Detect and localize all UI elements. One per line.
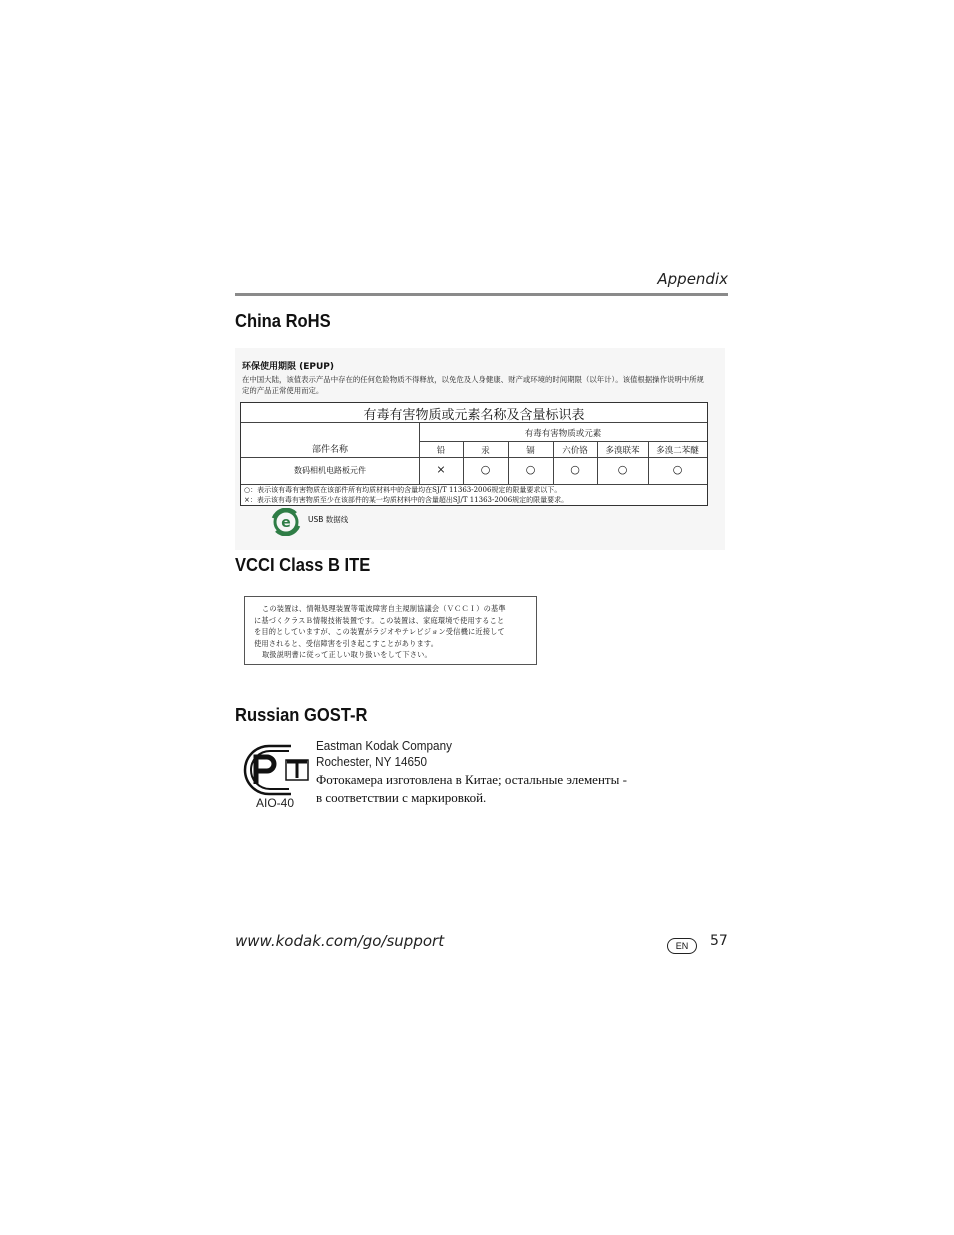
substance-pbde: 多溴二苯醚	[656, 446, 699, 456]
epup-title: 环保使用期限 (EPUP)	[242, 362, 335, 372]
table-note-circle: ○：表示该有毒有害物质在该部件所有均质材料中的含量均在SJ/T 11363-2006规定的限量要求以下。	[244, 486, 562, 494]
part-header: 部件名称	[311, 445, 348, 455]
substance-cadmium: 镉	[526, 446, 535, 456]
vcci-line: この装置は、情報処理装置等電波障害自主規制協議会（ＶＣＣＩ）の基準	[262, 604, 506, 613]
gost-code: AIO-40	[256, 796, 295, 810]
support-url[interactable]: www.kodak.com/go/support	[235, 932, 445, 950]
mark-lead: ×	[436, 463, 446, 476]
mark-mercury: ○	[480, 463, 491, 476]
substance-mercury: 汞	[481, 446, 490, 456]
vcci-line: 使用されると、受信障害を引き起こすことがあります。	[254, 638, 439, 648]
gost-title: Russian GOST-R	[235, 705, 368, 725]
vcci-line: 取扱説明書に従って正しい取り扱いをして下さい。	[262, 650, 432, 660]
company-info	[316, 738, 452, 770]
usb-cable-label: USB 数据线	[308, 515, 349, 524]
gost-r-mark-icon	[239, 740, 309, 798]
epup-logo-icon	[270, 508, 302, 536]
substance-lead: 铅	[436, 446, 446, 456]
vcci-line: に基づくクラスＢ情報技術装置です。この装置は、家庭環境で使用すること	[254, 615, 505, 625]
substance-header: 有毒有害物质或元素	[524, 429, 602, 439]
substance-pbb: 多溴联苯	[605, 446, 640, 456]
table-title: 有毒有害物质或元素名称及含量标识表	[363, 408, 585, 423]
russian-line-1: Фотокамера изготовлена в Китае; остальные элементы -	[316, 772, 627, 787]
running-header: Appendix	[657, 270, 728, 288]
russian-line-2: в соответствии с маркировкой.	[316, 790, 487, 805]
header-rule	[235, 293, 728, 296]
vcci-notice-box	[244, 596, 537, 665]
mark-pbb: ○	[617, 463, 628, 476]
epup-description: 在中国大陆，该值表示产品中存在的任何危险物质不得释放，以免危及人身健康、财产或环境的时间期限（以年计）。该值根据操作说明中所规定的产品正常使用而定。	[242, 375, 704, 395]
vcci-line: を目的としていますが、この装置がラジオやテレビジョン受信機に近接して	[254, 627, 505, 637]
company-name: Eastman Kodak Company	[316, 738, 452, 753]
company-address: Rochester, NY 14650	[316, 754, 428, 769]
mark-cadmium: ○	[525, 463, 536, 476]
vcci-title: VCCI Class B ITE	[235, 555, 371, 575]
substance-chromium: 六价铬	[562, 446, 588, 456]
table-note-cross: ×：表示该有毒有害物质至少在该部件的某一均质材料中的含量超出SJ/T 11363-2006规定的限量要求。	[244, 496, 569, 504]
vcci-notice-text	[254, 603, 530, 661]
language-badge: EN	[667, 938, 697, 954]
mark-chromium: ○	[570, 463, 580, 476]
rohs-substance-table	[240, 402, 708, 506]
china-rohs-title: China RoHS	[235, 311, 331, 331]
table-row-part: 数码相机电路板元件	[294, 466, 366, 475]
russian-statement	[316, 771, 627, 807]
epup-logo-letter: e	[281, 515, 291, 531]
mark-pbde: ○	[672, 463, 683, 476]
page-number: 57	[710, 933, 728, 949]
